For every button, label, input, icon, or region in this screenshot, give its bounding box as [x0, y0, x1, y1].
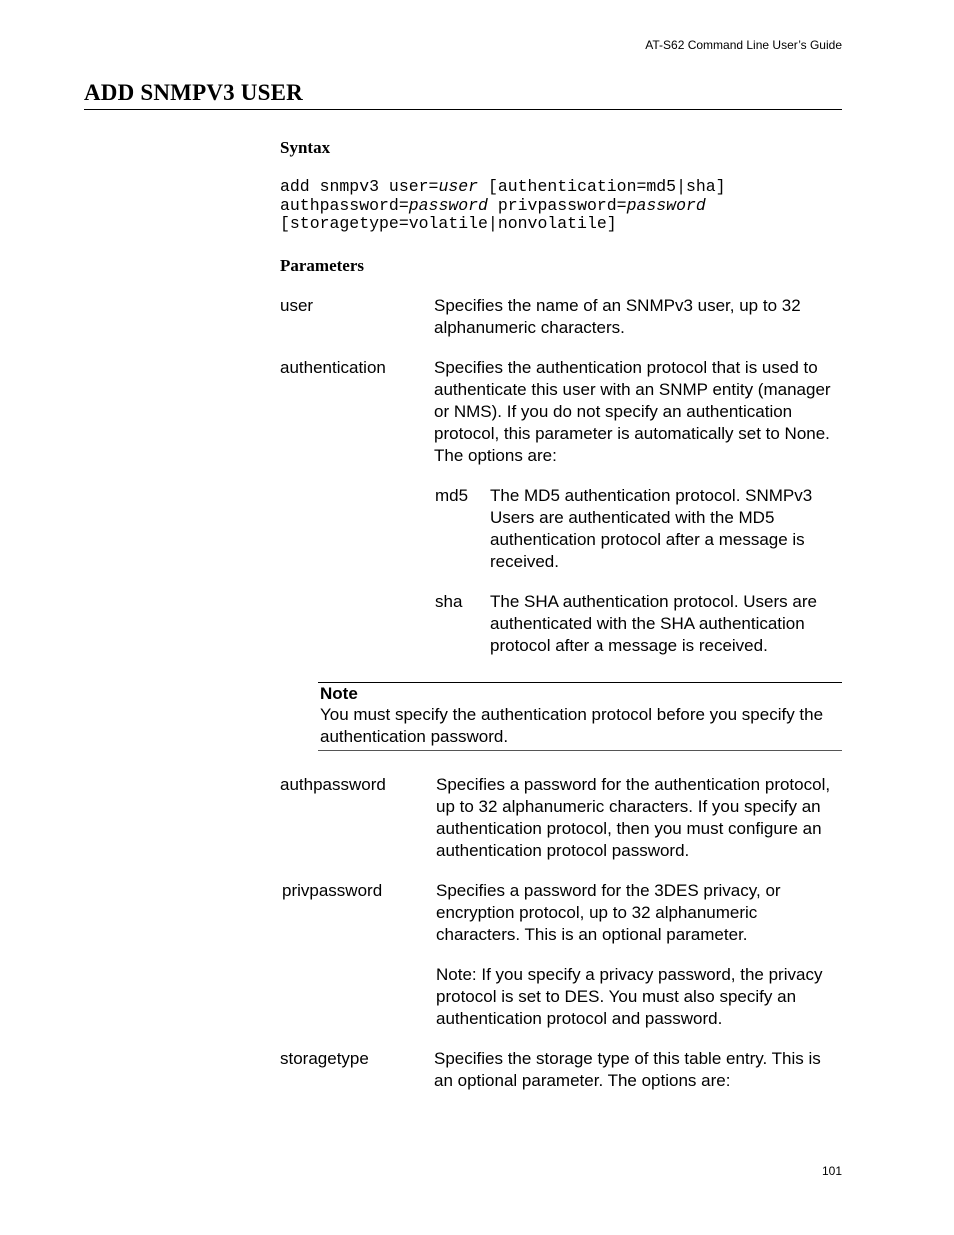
option-term-md5: md5	[435, 486, 469, 505]
param-term-privpassword: privpassword	[282, 881, 383, 900]
option-desc-md5: The MD5 authentication protocol. SNMPv3 Users are authenticated with the MD5 authentication protocol after a message is received.	[490, 486, 813, 571]
note-top-rule	[318, 682, 842, 683]
param-desc-privpassword: Specifies a password for the 3DES privacy, or encryption protocol, up to 32 alphanumeric characters. This is an optional parameter.	[436, 881, 781, 944]
param-term-authentication: authentication	[280, 358, 386, 377]
param-desc-authpassword: Specifies a password for the authentication protocol, up to 32 alphanumeric characters. If you specify an authentication protocol, then you must configure an authentication protocol password.	[436, 775, 831, 860]
note-label: Note	[320, 684, 358, 703]
param-desc-user: Specifies the name of an SNMPv3 user, up to 32 alphanumeric characters.	[434, 296, 801, 337]
param-desc-storagetype: Specifies the storage type of this table entry. This is an optional parameter. The options are:	[434, 1049, 821, 1090]
syntax-line1-b: [authentication=md5|sha]	[478, 177, 726, 196]
page-title: ADD SNMPV3 USER	[84, 80, 303, 105]
title-rule	[84, 109, 842, 110]
option-desc-sha: The SHA authentication protocol. Users are authenticated with the SHA authentication protocol after a message is received.	[490, 592, 817, 655]
syntax-line2-a: authpassword=	[280, 195, 409, 215]
syntax-heading: Syntax	[280, 138, 331, 157]
param-term-storagetype: storagetype	[280, 1049, 369, 1068]
parameters-heading: Parameters	[280, 256, 365, 275]
param-term-authpassword: authpassword	[280, 775, 386, 794]
param-term-user: user	[280, 296, 314, 315]
running-header: AT-S62 Command Line User’s Guide	[645, 38, 842, 52]
option-term-sha: sha	[435, 592, 463, 611]
page-number: 101	[821, 1164, 842, 1178]
syntax-line1-a: add snmpv3 user=	[280, 177, 439, 196]
note-bottom-rule	[318, 750, 842, 751]
syntax-block	[280, 178, 726, 234]
param-note-privpassword: Note: If you specify a privacy password, the privacy protocol is set to DES. You must also specify an authentication protocol and password.	[436, 965, 823, 1028]
note-text: You must specify the authentication protocol before you specify the authentication password.	[320, 705, 824, 746]
syntax-var-password2: password	[626, 195, 706, 215]
syntax-var-user: user	[438, 177, 479, 196]
param-desc-authentication: Specifies the authentication protocol that is used to authenticate this user with an SNMP entity (manager or NMS). If you do not specify an authentication protocol, this parameter is automatically set to None. The options are:	[434, 358, 831, 465]
syntax-line3: [storagetype=volatile|nonvolatile]	[280, 214, 617, 233]
syntax-var-password1: password	[408, 195, 488, 215]
syntax-line2-b: privpassword=	[487, 195, 627, 215]
